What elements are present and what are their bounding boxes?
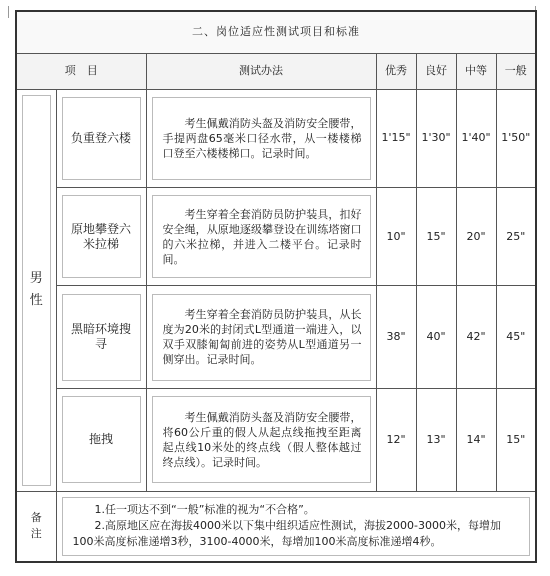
method-cell — [146, 388, 376, 491]
good-value: 1'30" — [416, 89, 456, 187]
header-good: 良好 — [416, 53, 456, 89]
general-value: 15" — [496, 388, 536, 491]
table-row — [16, 187, 536, 285]
note-line-2: 2.高原地区应在海拔4000米以下集中组织适应性测试，海拔2000-3000米，每增加100米高度标准递增3秒，3100-4000米，每增加100米高度标准递增4秒。 — [72, 518, 501, 548]
item-name: 负重登六楼 — [62, 97, 141, 180]
table-row — [16, 286, 536, 389]
table-row — [16, 388, 536, 491]
item-cell — [56, 187, 146, 285]
general-value: 45" — [496, 286, 536, 389]
medium-value: 42" — [456, 286, 496, 389]
sex-label-1: 男 — [29, 271, 43, 286]
notes-row — [16, 491, 536, 562]
good-value: 13" — [416, 388, 456, 491]
method-cell — [146, 89, 376, 187]
item-cell — [56, 286, 146, 389]
excellent-value: 12" — [376, 388, 416, 491]
method-text: 考生穿着全套消防员防护装具，从长度为20米的封闭式L型通道一端进入，以双手双膝匍匐前进的姿势从L型通道另一侧穿出。记录时间。 — [162, 308, 362, 367]
sex-cell — [16, 89, 56, 491]
medium-value: 14" — [456, 388, 496, 491]
header-item: 项 目 — [16, 53, 146, 89]
table-title: 二、岗位适应性测试项目和标准 — [16, 11, 536, 53]
method-cell — [146, 187, 376, 285]
item-cell — [56, 89, 146, 187]
sex-label-2: 性 — [29, 293, 43, 308]
crop-mark-left — [8, 6, 9, 18]
notes-label-1: 备 — [30, 511, 42, 524]
notes-label-2: 注 — [30, 527, 42, 540]
method-cell — [146, 286, 376, 389]
notes-label-cell — [16, 491, 56, 562]
header-method: 测试办法 — [146, 53, 376, 89]
notes-cell — [56, 491, 536, 562]
item-name: 黑暗环境搜寻 — [62, 294, 141, 381]
excellent-value: 1'15" — [376, 89, 416, 187]
header-excellent: 优秀 — [376, 53, 416, 89]
header-medium: 中等 — [456, 53, 496, 89]
header-general: 一般 — [496, 53, 536, 89]
method-text: 考生佩戴消防头盔及消防安全腰带，手提两盘65毫米口径水带，从一楼楼梯口登至六楼楼梯口。记录时间。 — [162, 116, 362, 160]
excellent-value: 10" — [376, 187, 416, 285]
medium-value: 20" — [456, 187, 496, 285]
good-value: 15" — [416, 187, 456, 285]
method-text: 考生佩戴消防头盔及消防安全腰带，将60公斤重的假人从起点线拖拽至距离起点线10米处的终点线（假人整体越过终点线）。记录时间。 — [162, 410, 362, 469]
item-name: 原地攀登六米拉梯 — [62, 195, 141, 278]
good-value: 40" — [416, 286, 456, 389]
item-cell — [56, 388, 146, 491]
item-name: 拖拽 — [62, 396, 141, 483]
excellent-value: 38" — [376, 286, 416, 389]
general-value: 1'50" — [496, 89, 536, 187]
note-line-1: 1.任一项达不到“一般”标准的视为“不合格”。 — [94, 502, 315, 516]
method-text: 考生穿着全套消防员防护装具，扣好安全绳，从原地逐级攀登设在训练塔窗口的六米拉梯，并进入二楼平台。记录时间。 — [162, 207, 362, 266]
medium-value: 1'40" — [456, 89, 496, 187]
general-value: 25" — [496, 187, 536, 285]
standards-table — [15, 10, 537, 563]
table-row — [16, 89, 536, 187]
